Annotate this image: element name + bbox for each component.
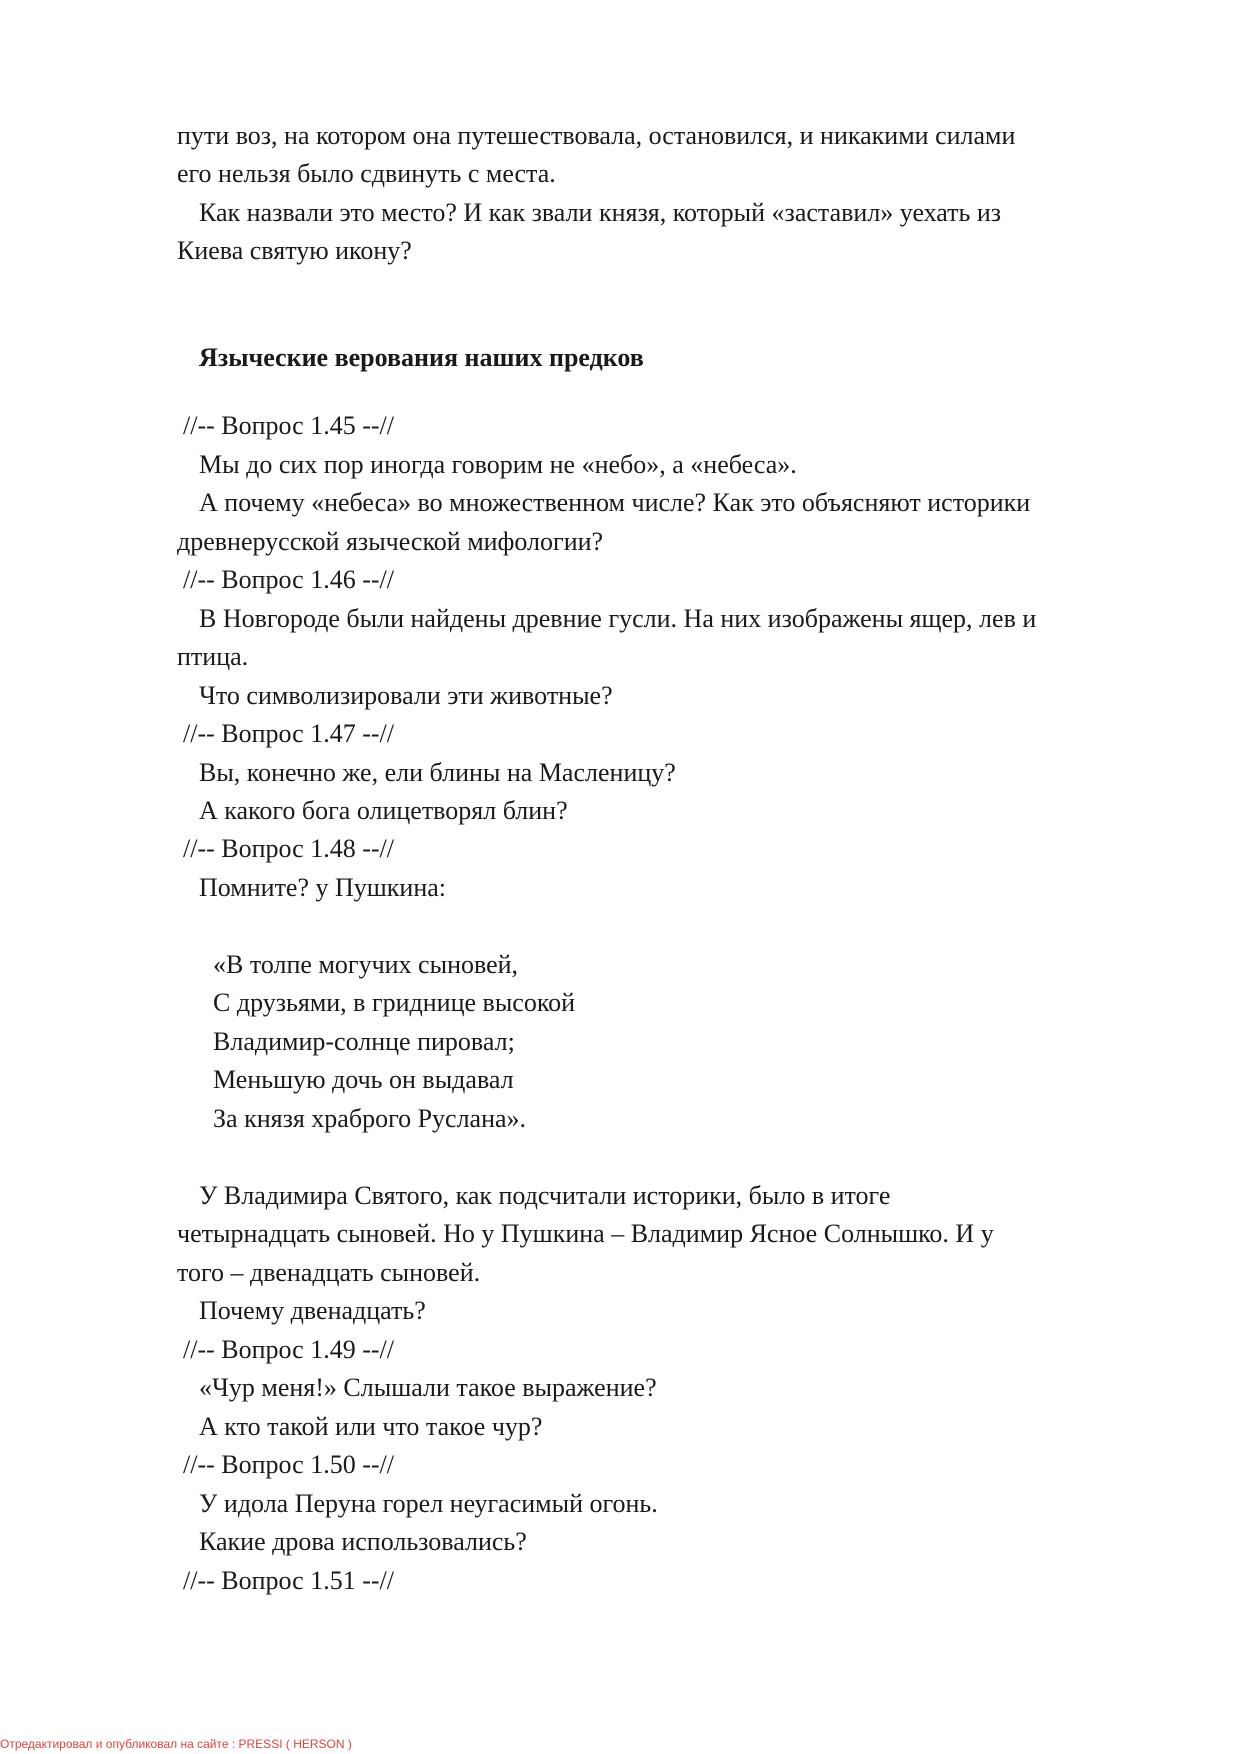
paragraph-line: птица. <box>177 642 249 671</box>
section-heading: Языческие верования наших предков <box>199 343 644 372</box>
question-marker: //-- Вопрос 1.51 --// <box>183 1566 394 1595</box>
paragraph-line: Что символизировали эти животные? <box>199 681 613 710</box>
paragraph-line: древнерусской языческой мифологии? <box>177 527 604 556</box>
question-marker: //-- Вопрос 1.46 --// <box>183 565 394 594</box>
verse-line: Меньшую дочь он выдавал <box>213 1065 514 1094</box>
paragraph-line: В Новгороде были найдены древние гусли. На них изображены ящер, лев и <box>199 604 1037 633</box>
paragraph-line: Киева святую икону? <box>177 236 412 265</box>
question-marker: //-- Вопрос 1.47 --// <box>183 719 394 748</box>
paragraph-line: Как назвали это место? И как звали князя, который «заставил» уехать из <box>199 198 1002 227</box>
paragraph-line: Помните? у Пушкина: <box>199 873 447 902</box>
paragraph-line: А почему «небеса» во множественном числе? Как это объясняют историки <box>199 488 1031 517</box>
paragraph-line: «Чур меня!» Слышали такое выражение? <box>199 1373 657 1402</box>
question-marker: //-- Вопрос 1.49 --// <box>183 1335 394 1364</box>
paragraph-line: того – двенадцать сыновей. <box>177 1258 481 1287</box>
paragraph-line: У Владимира Святого, как подсчитали историки, было в итоге <box>199 1181 891 1210</box>
paragraph-line: его нельзя было сдвинуть с места. <box>177 159 556 188</box>
paragraph-line: Почему двенадцать? <box>199 1296 426 1325</box>
verse-line: Владимир-солнце пировал; <box>213 1027 515 1056</box>
verse-line: За князя храброго Руслана». <box>213 1104 527 1133</box>
verse-line: С друзьями, в гриднице высокой <box>213 988 576 1017</box>
question-marker: //-- Вопрос 1.45 --// <box>183 411 394 440</box>
paragraph-line: У идола Перуна горел неугасимый огонь. <box>199 1489 658 1518</box>
verse-line: «В толпе могучих сыновей, <box>213 950 519 979</box>
paragraph-line: пути воз, на котором она путешествовала, остановился, и никакими силами <box>177 121 1016 150</box>
paragraph-line: Мы до сих пор иногда говорим не «небо», а «небеса». <box>199 450 797 479</box>
paragraph-line: Вы, конечно же, ели блины на Масленицу? <box>199 758 676 787</box>
question-marker: //-- Вопрос 1.50 --// <box>183 1450 394 1479</box>
paragraph-line: А какого бога олицетворял блин? <box>199 796 568 825</box>
paragraph-line: Какие дрова использовались? <box>199 1527 527 1556</box>
publisher-footer: Отредактировал и опубликовал на сайте : PRESSI ( HERSON ) <box>0 1737 352 1751</box>
paragraph-line: А кто такой или что такое чур? <box>199 1412 543 1441</box>
question-marker: //-- Вопрос 1.48 --// <box>183 834 394 863</box>
paragraph-line: четырнадцать сыновей. Но у Пушкина – Владимир Ясное Солнышко. И у <box>177 1219 994 1248</box>
